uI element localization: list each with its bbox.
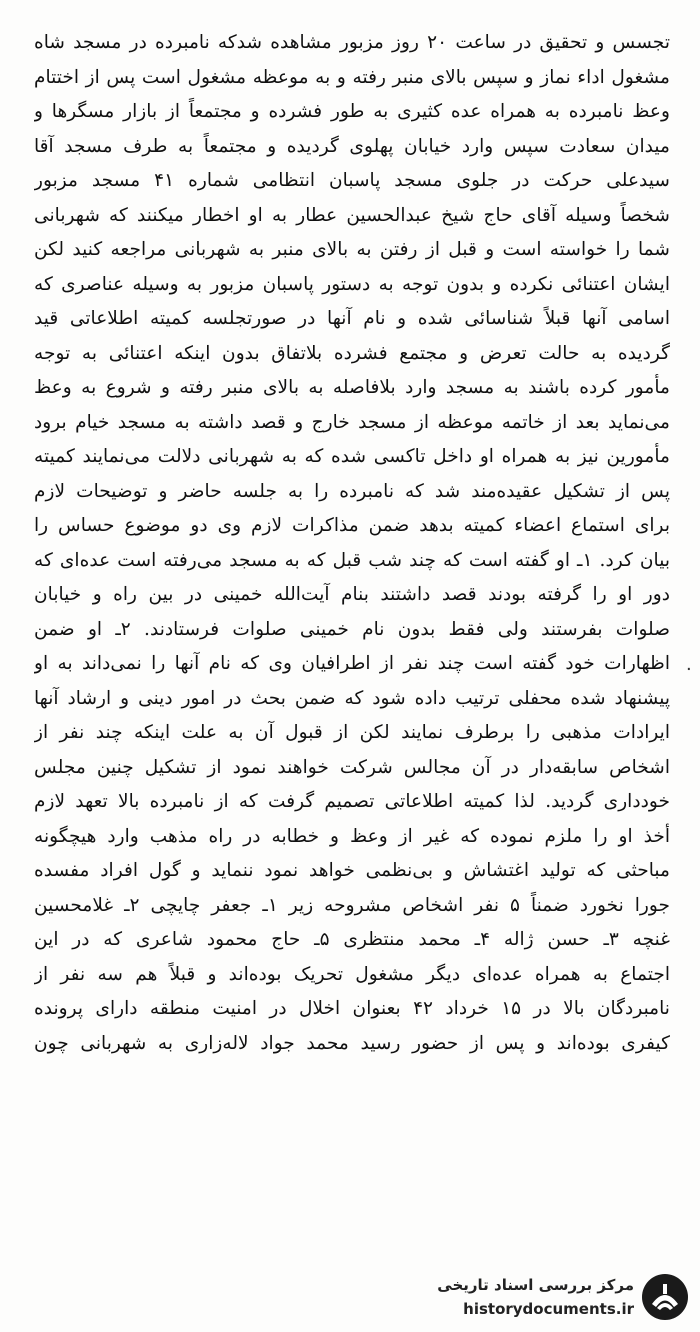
text-line: اسامی آنها قبلاً شناسائی شده و نام آنها در صورتجلسه کمیته اطلاعاتی قید: [34, 308, 670, 329]
text-line: بیان کرد. ۱ـ او گفته است که چند شب قبل که به مسجد می‌رفته است عده‌ای که: [34, 549, 670, 571]
text-line: جورا نخورد ضمناً ۵ نفر اشخاص مشروحه زیر ۱ـ جعفر چایچی ۲ـ غلامحسین: [34, 894, 670, 916]
text-line: اظهارات خود گفته است چند نفر از اطرافیان وی که نام آنها را نمی‌داند به او: [34, 653, 670, 674]
text-line: مأمورین نیز به همراه او داخل تاکسی شده که به شهربانی دلالت می‌نمایند کمیته: [34, 446, 670, 467]
text-line: سیدعلی حرکت در جلوی مسجد پاسبان انتظامی شماره ۴۱ مسجد مزبور: [34, 170, 670, 191]
text-line: اشخاص سابقه‌دار در آن مجالس شرکت خواهند نمود از تشکیل چنین مجلس: [34, 756, 670, 778]
text-line: شخصاً وسیله آقای حاج شیخ عبدالحسین عطار به او اخطار میکنند که شهربانی: [34, 204, 670, 226]
text-line: پیشنهاد شده محفلی ترتیب داده شود که ضمن بحث در امور دینی و ارشاد آنها: [34, 687, 670, 709]
text-line: برای استماع اعضاء کمیته بدهد ضمن مذاکرات لازم وی دو موضوع حساس را: [34, 515, 670, 536]
text-line: نامبردگان بالا در ۱۵ خرداد ۴۲ بعنوان اخلال در امنیت منطقه دارای پرونده: [34, 998, 670, 1019]
text-line: گردیده به حالت تعرض و مجتمع فشرده بلاتفاق بدون اینکه اعتنائی به توجه: [34, 342, 670, 364]
text-line: أخذ او را ملزم نموده که غیر از وعظ و خطابه در راه مذهب وارد هیچگونه: [34, 825, 670, 847]
text-line: وعظ نامبرده به همراه عده کثیری به طور فشرده و مجتمعاً از بازار مسگرها و: [34, 101, 670, 122]
text-line: مشغول اداء نماز و سپس بالای منبر رفته و به موعظه مشغول است پس از اختتام: [34, 66, 670, 88]
text-line: تجسس و تحقیق در ساعت ۲۰ روز مزبور مشاهده شدکه نامبرده در مسجد شاه: [34, 32, 670, 53]
text-line: کیفری بوده‌اند و پس از حضور رسید محمد جواد لاله‌زاری به شهربانی چون: [34, 1032, 670, 1054]
text-line: مأمور کرده باشند به مسجد وارد بلافاصله به بالای منبر رفته و شروع به وعظ: [34, 377, 670, 398]
text-line: غنچه ۳ـ حسن ژاله ۴ـ محمد منتظری ۵ـ حاج محمود شاعری که در این: [34, 929, 670, 950]
text-line: خودداری گردید. لذا کمیته اطلاعاتی تصمیم گرفت که از نامبرده بالا تعهد لازم: [34, 791, 670, 812]
text-line: دور او را گرفته بودند قصد داشتند بنام آیت‌الله خمینی در بین راه و خیابان: [34, 584, 670, 605]
text-line: پس از تشکیل عقیده‌مند شد که نامبرده را به جلسه حاضر و توضیحات لازم: [34, 480, 670, 502]
text-line: ایرادات مذهبی را برطرف نمایند لکن از قبول آن به علت اینکه چند نفر از: [34, 722, 670, 743]
document-body: [34, 26, 670, 1061]
text-line: اجتماع به همراه عده‌ای دیگر مشغول تحریک بوده‌اند و قبلاً هم سه نفر از: [34, 963, 670, 985]
text-line: می‌نماید بعد از خاتمه موعظه از مسجد خارج و قصد داشته به مسجد خیام برود: [34, 411, 670, 433]
text-line: شما را خواسته است و قبل از رفتن به بالای منبر به شهربانی مراجعه کنید لکن: [34, 239, 670, 260]
text-line: میدان سعادت سپس وارد خیابان پهلوی گردیده و مجتمعاً به طرف مسجد آقا: [34, 135, 670, 157]
archive-footer: [437, 1270, 690, 1326]
margin-mark: ۰: [684, 658, 694, 679]
book-emblem-icon: [640, 1272, 690, 1322]
archive-website: historydocuments.ir: [463, 1300, 634, 1318]
text-line: مباحثی که تولید اغتشاش و بی‌نظمی خواهد نمود ننماید و گول افراد مفسده: [34, 860, 670, 881]
archive-name: مرکز بررسی اسناد تاریخی: [437, 1276, 634, 1294]
text-line: ایشان اعتنائی نکرده و بدون توجه به دستور پاسبان مزبور به وسیله عناصری که: [34, 273, 670, 295]
text-line: صلوات بفرستند ولی فقط بدون نام خمینی صلوات فرستادند. ۲ـ او ضمن: [34, 618, 670, 640]
